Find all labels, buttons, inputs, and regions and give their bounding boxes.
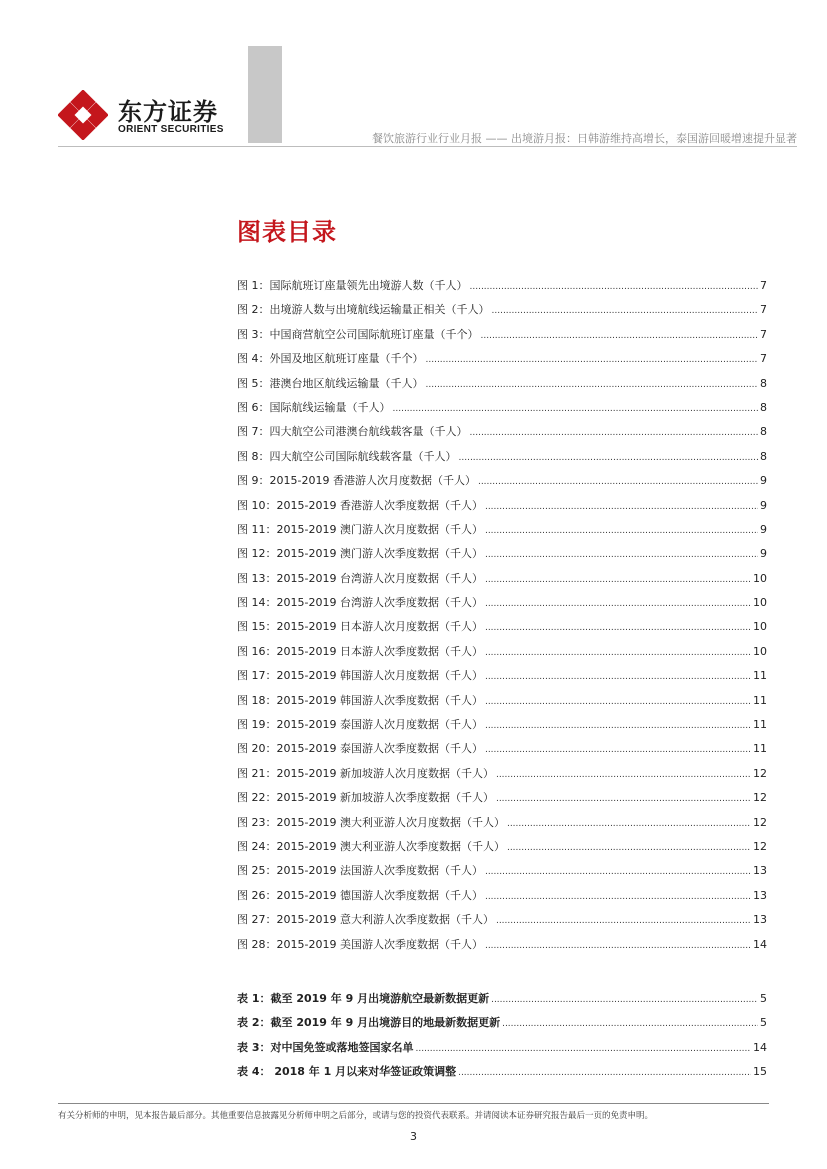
- toc-dot-leader: [485, 672, 751, 682]
- toc-entry-label: 图 2：出境游人数与出境航线运输量正相关（千人）: [237, 303, 490, 317]
- toc-entry[interactable]: [237, 814, 767, 838]
- toc-entry-page: 12: [753, 839, 767, 853]
- toc-entry[interactable]: [237, 423, 767, 447]
- toc-entry-label: 图 12：2015-2019 澳门游人次季度数据（千人）: [237, 547, 483, 561]
- toc-entry-label: 表 3：对中国免签或落地签国家名单: [237, 1040, 414, 1054]
- orient-securities-logo-icon: [58, 90, 108, 140]
- toc-dot-leader: [485, 941, 751, 951]
- figure-toc: [237, 277, 767, 960]
- toc-entry-page: 11: [753, 742, 767, 756]
- toc-dot-leader: [485, 648, 751, 658]
- toc-entry[interactable]: [237, 277, 767, 301]
- toc-dot-leader: [485, 697, 751, 707]
- toc-entry-page: 11: [753, 693, 767, 707]
- toc-entry[interactable]: [237, 399, 767, 423]
- toc-entry[interactable]: [237, 497, 767, 521]
- toc-entry[interactable]: [237, 838, 767, 862]
- toc-entry[interactable]: [237, 350, 767, 374]
- toc-entry[interactable]: [237, 789, 767, 813]
- footer-divider: [58, 1103, 769, 1104]
- toc-entry-page: 11: [753, 669, 767, 683]
- toc-entry[interactable]: [237, 521, 767, 545]
- toc-entry[interactable]: [237, 472, 767, 496]
- toc-entry-page: 11: [753, 718, 767, 732]
- toc-entry-page: 14: [753, 1040, 767, 1054]
- toc-dot-leader: [492, 306, 759, 316]
- toc-dot-leader: [485, 550, 758, 560]
- toc-dot-leader: [470, 428, 759, 438]
- toc-entry-page: 9: [760, 522, 767, 536]
- toc-entry-label: 图 15：2015-2019 日本游人次月度数据（千人）: [237, 620, 483, 634]
- toc-entry[interactable]: [237, 301, 767, 325]
- toc-dot-leader: [415, 1044, 751, 1054]
- toc-entry-label: 表 4： 2018 年 1 月以来对华签证政策调整: [237, 1065, 457, 1079]
- toc-entry-label: 图 14：2015-2019 台湾游人次季度数据（千人）: [237, 596, 483, 610]
- toc-entry[interactable]: [237, 1014, 767, 1038]
- toc-dot-leader: [426, 380, 759, 390]
- toc-dot-leader: [507, 843, 751, 853]
- toc-entry-label: 图 18：2015-2019 韩国游人次季度数据（千人）: [237, 693, 483, 707]
- header-divider: [58, 146, 797, 147]
- toc-dot-leader: [485, 575, 751, 585]
- toc-entry[interactable]: [237, 765, 767, 789]
- toc-entry[interactable]: [237, 570, 767, 594]
- toc-entry-label: 图 20：2015-2019 泰国游人次季度数据（千人）: [237, 742, 483, 756]
- toc-entry-label: 图 16：2015-2019 日本游人次季度数据（千人）: [237, 644, 483, 658]
- toc-entry-page: 7: [760, 352, 767, 366]
- toc-dot-leader: [485, 745, 751, 755]
- toc-entry-page: 7: [760, 279, 767, 292]
- toc-entry-page: 12: [753, 766, 767, 780]
- footer-disclaimer: 有关分析师的申明，见本报告最后部分。其他重要信息披露见分析师申明之后部分，或请与您的投资代表联系。并请阅读本证券研究报告最后一页的免责申明。: [58, 1111, 654, 1121]
- toc-dot-leader: [485, 526, 758, 536]
- toc-entry-page: 13: [753, 913, 767, 927]
- toc-entry-page: 13: [753, 888, 767, 902]
- toc-dot-leader: [458, 1068, 751, 1078]
- toc-entry-label: 图 27：2015-2019 意大利游人次季度数据（千人）: [237, 913, 494, 927]
- toc-entry-page: 8: [760, 400, 767, 414]
- toc-entry-label: 图 9：2015-2019 香港游人次月度数据（千人）: [237, 474, 476, 488]
- toc-entry-label: 图 26：2015-2019 德国游人次季度数据（千人）: [237, 888, 483, 902]
- brand-logo: [58, 88, 248, 140]
- toc-entry-page: 5: [760, 1016, 767, 1030]
- toc-entry-page: 9: [760, 474, 767, 488]
- toc-entry-label: 图 11：2015-2019 澳门游人次月度数据（千人）: [237, 522, 483, 536]
- toc-dot-leader: [485, 599, 751, 609]
- toc-dot-leader: [485, 721, 751, 731]
- toc-dot-leader: [426, 355, 759, 365]
- toc-entry-page: 7: [760, 303, 767, 317]
- toc-entry[interactable]: [237, 936, 767, 960]
- toc-entry[interactable]: [237, 1063, 767, 1087]
- toc-dot-leader: [481, 331, 759, 341]
- toc-entry-page: 10: [753, 620, 767, 634]
- toc-entry-label: 图 3：中国商营航空公司国际航班订座量（千个）: [237, 327, 479, 341]
- toc-entry[interactable]: [237, 545, 767, 569]
- toc-entry-label: 图 10：2015-2019 香港游人次季度数据（千人）: [237, 498, 483, 512]
- toc-dot-leader: [485, 623, 751, 633]
- toc-entry[interactable]: [237, 887, 767, 911]
- toc-entry-page: 12: [753, 791, 767, 805]
- toc-entry-label: 图 1：国际航班订座量领先出境游人数（千人）: [237, 279, 468, 292]
- page-number: 3: [410, 1130, 417, 1143]
- brand-name-en: ORIENT SECURITIES: [118, 124, 224, 135]
- toc-dot-leader: [485, 867, 751, 877]
- toc-dot-leader: [496, 794, 751, 804]
- toc-entry-label: 图 13：2015-2019 台湾游人次月度数据（千人）: [237, 571, 483, 585]
- toc-entry-label: 图 28：2015-2019 美国游人次季度数据（千人）: [237, 937, 483, 951]
- toc-entry-page: 8: [760, 376, 767, 390]
- toc-entry[interactable]: [237, 375, 767, 399]
- toc-entry-label: 图 24：2015-2019 澳大利亚游人次季度数据（千人）: [237, 839, 505, 853]
- brand-name-cn: 东方证券: [118, 98, 218, 126]
- toc-entry-page: 10: [753, 644, 767, 658]
- toc-entry-page: 7: [760, 327, 767, 341]
- toc-entry-label: 图 6：国际航线运输量（千人）: [237, 400, 391, 414]
- toc-dot-leader: [478, 477, 758, 487]
- toc-entry[interactable]: [237, 716, 767, 740]
- toc-entry[interactable]: [237, 643, 767, 667]
- toc-entry-page: 12: [753, 815, 767, 829]
- toc-entry[interactable]: [237, 862, 767, 886]
- toc-entry-page: 13: [753, 864, 767, 878]
- toc-entry-label: 图 8：四大航空公司国际航线载客量（千人）: [237, 449, 457, 463]
- toc-entry[interactable]: [237, 911, 767, 935]
- toc-entry[interactable]: [237, 740, 767, 764]
- toc-entry-label: 图 19：2015-2019 泰国游人次月度数据（千人）: [237, 718, 483, 732]
- table-toc: [237, 990, 767, 1088]
- toc-entry[interactable]: [237, 448, 767, 472]
- toc-entry-label: 图 17：2015-2019 韩国游人次月度数据（千人）: [237, 669, 483, 683]
- toc-entry-page: 15: [753, 1065, 767, 1079]
- toc-entry[interactable]: [237, 618, 767, 642]
- toc-entry[interactable]: [237, 990, 767, 1014]
- header-accent-bar: [248, 46, 282, 143]
- toc-dot-leader: [459, 453, 759, 463]
- toc-entry-page: 10: [753, 596, 767, 610]
- toc-entry[interactable]: [237, 692, 767, 716]
- toc-entry[interactable]: [237, 594, 767, 618]
- toc-dot-leader: [496, 916, 751, 926]
- toc-entry-label: 表 2：截至 2019 年 9 月出境游目的地最新数据更新: [237, 1016, 501, 1030]
- toc-entry-label: 表 1：截至 2019 年 9 月出境游航空最新数据更新: [237, 992, 490, 1005]
- toc-entry-label: 图 21：2015-2019 新加坡游人次月度数据（千人）: [237, 766, 494, 780]
- toc-entry-page: 8: [760, 449, 767, 463]
- toc-entry-page: 10: [753, 571, 767, 585]
- report-title: 餐饮旅游行业行业月报 —— 出境游月报：日韩游维持高增长，泰国游回暖增速提升显著: [372, 132, 797, 145]
- toc-entry-label: 图 5：港澳台地区航线运输量（千人）: [237, 376, 424, 390]
- toc-dot-leader: [502, 1019, 758, 1029]
- toc-entry-page: 9: [760, 498, 767, 512]
- toc-dot-leader: [507, 819, 751, 829]
- toc-entry[interactable]: [237, 326, 767, 350]
- toc-entry-label: 图 7：四大航空公司港澳台航线载客量（千人）: [237, 425, 468, 439]
- toc-entry-page: 5: [760, 992, 767, 1005]
- toc-dot-leader: [496, 770, 751, 780]
- toc-entry-page: 8: [760, 425, 767, 439]
- toc-dot-leader: [491, 995, 758, 1005]
- toc-entry-page: 9: [760, 547, 767, 561]
- toc-entry-label: 图 23：2015-2019 澳大利亚游人次月度数据（千人）: [237, 815, 505, 829]
- toc-entry-page: 14: [753, 937, 767, 951]
- page-title: 图表目录: [237, 218, 337, 246]
- toc-dot-leader: [485, 502, 758, 512]
- toc-entry-label: 图 4：外国及地区航班订座量（千个）: [237, 352, 424, 366]
- toc-dot-leader: [393, 404, 759, 414]
- toc-entry-label: 图 22：2015-2019 新加坡游人次季度数据（千人）: [237, 791, 494, 805]
- toc-dot-leader: [485, 892, 751, 902]
- toc-dot-leader: [470, 282, 759, 292]
- toc-entry-label: 图 25：2015-2019 法国游人次季度数据（千人）: [237, 864, 483, 878]
- toc-entry[interactable]: [237, 667, 767, 691]
- toc-entry[interactable]: [237, 1039, 767, 1063]
